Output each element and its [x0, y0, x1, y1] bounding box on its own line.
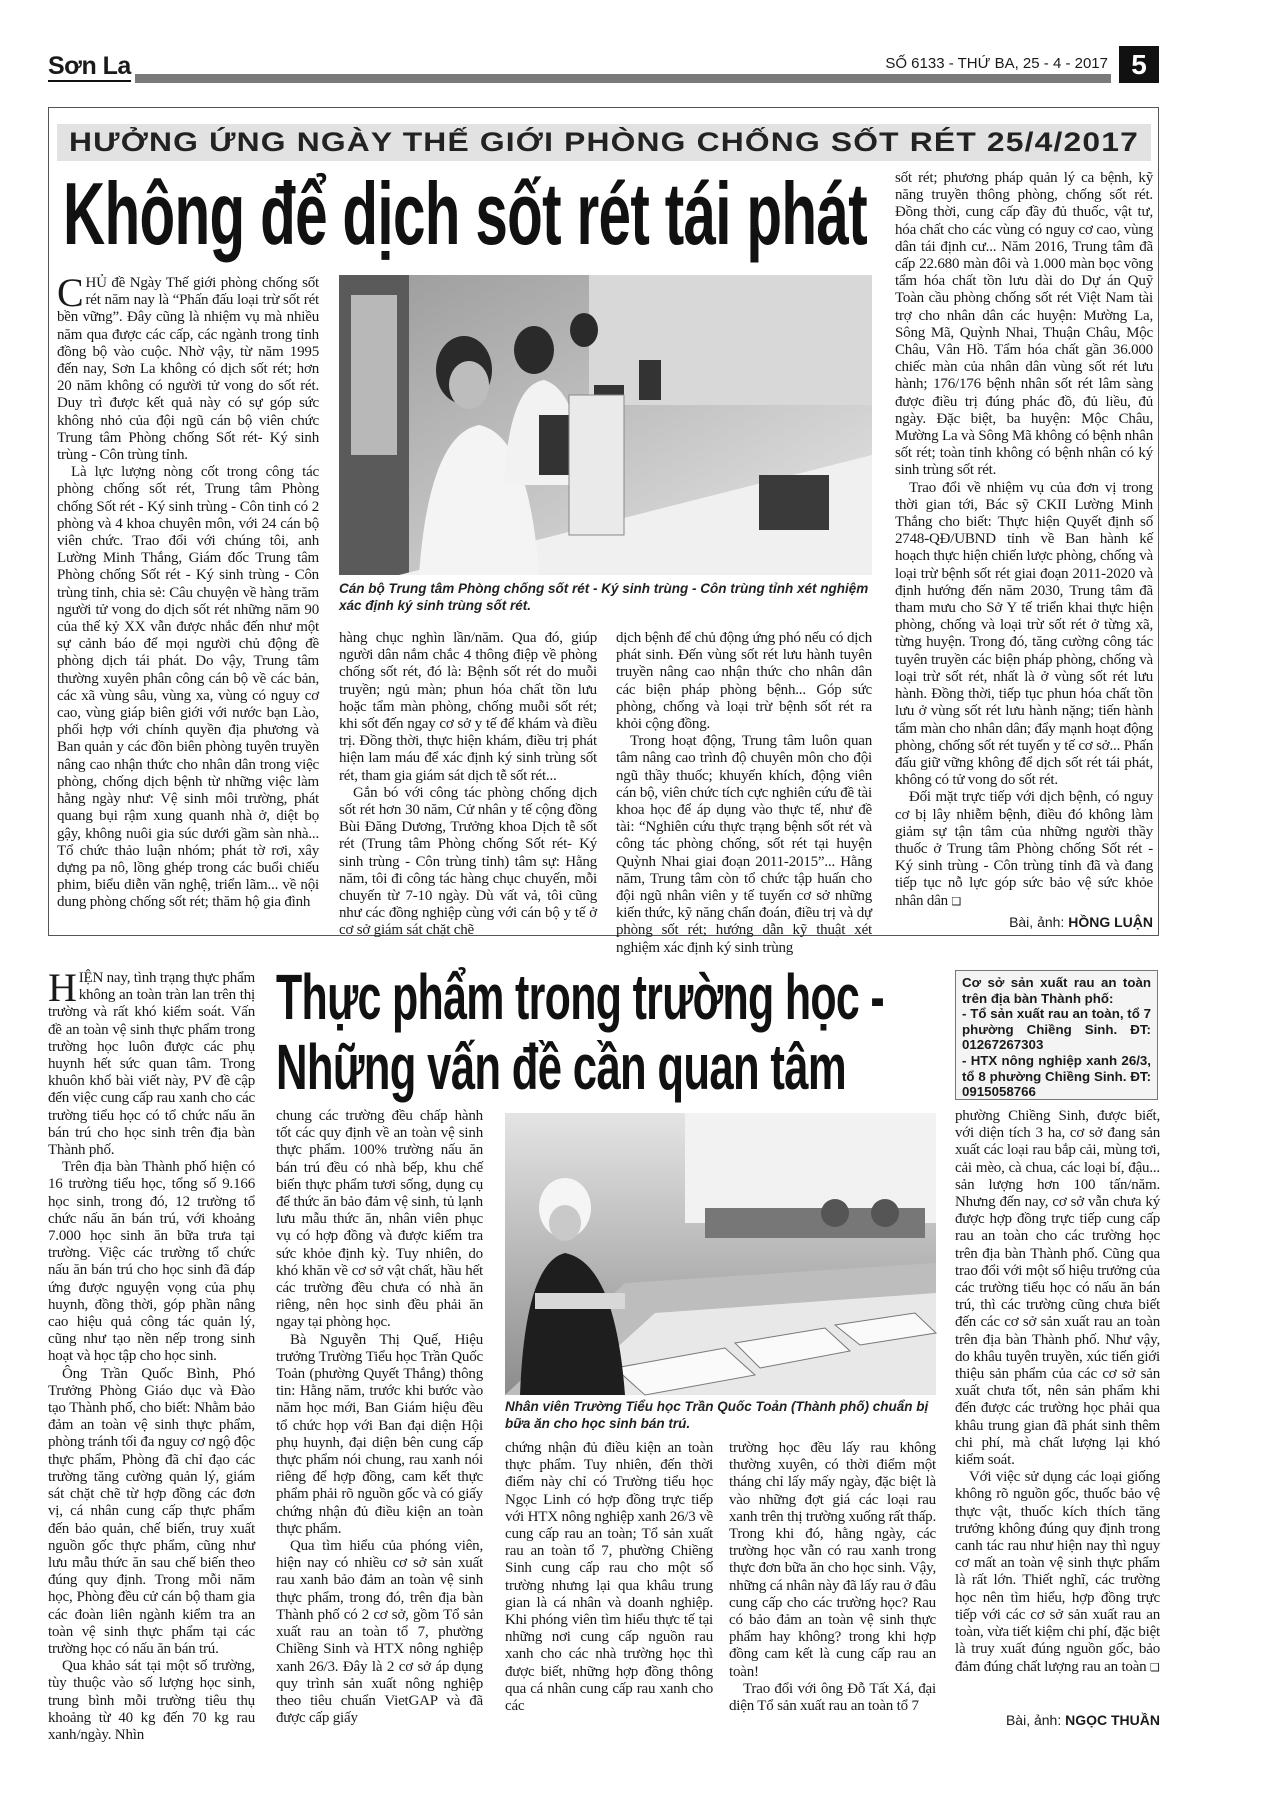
drop-cap: C [57, 270, 84, 315]
page-number: 5 [1119, 46, 1159, 83]
paragraph: chứng nhận đủ điều kiện an toàn thực phẩm. Tuy nhiên, đến thời điểm này chỉ có Trường tiểu học Ngọc Linh có hợp đồng trực tiếp với HTX nông nghiệp xanh 26/3 về cung cấp rau an toàn; Tổ sản xuất rau an toàn tổ 7, phường Chiềng Sinh cung cấp rau cho một số trường nhưng lại qua khâu trung gian là cá nhân và doanh nghiệp. Khi phóng viên tìm hiểu thực tế tại những nơi cung cấp nguồn rau xanh cho các nhà trường học thì được biết, những hợp đồng thông qua cá nhân cung cấp rau xanh cho các [505, 1440, 713, 1715]
byline-prefix: Bài, ảnh: [1009, 914, 1065, 930]
paragraph: HỦ đề Ngày Thế giới phòng chống sốt rét năm nay là “Phấn đấu loại trừ sốt rét bền vững”. Đây cũng là nhiệm vụ mà nhiều năm qua được các cấp, các ngành trong tỉnh đồng bộ vào cuộc. Nhờ vậy, từ năm 1995 đến nay, Sơn La không có dịch sốt rét; hơn 20 năm không có người tử vong do sốt rét. Duy trì được kết quả này có sự góp sức không nhỏ của đội ngũ cán bộ viên chức Trung tâm Phòng chống Sốt rét- Ký sinh trùng - Côn trùng tỉnh. [57, 275, 319, 464]
paragraph: Bà Nguyễn Thị Quế, Hiệu trưởng Trường Tiểu học Trần Quốc Toản (phường Quyết Thắng) thông tin: Hằng năm, trước khi bước vào năm học mới, Ban Giám hiệu đều tổ chức họp với Ban đại diện Hội phụ huynh, đại diện bên cung cấp thực phẩm nói chung, rau xanh nói riêng để hợp đồng, cam kết thực phẩm phải rõ nguồn gốc và có giấy chứng nhận đủ điều kiện an toàn thực phẩm. [276, 1331, 483, 1537]
kitchen-photo [505, 1113, 936, 1395]
article-1-byline [895, 914, 1153, 930]
article-1-column-4 [895, 170, 1153, 915]
article-1-headline [63, 166, 867, 261]
banner-text: HƯỞNG ỨNG NGÀY THẾ GIỚI PHÒNG CHỐNG SỐT RÉT 25/4/2017 [69, 127, 1139, 157]
paragraph: Với việc sử dụng các loại giống không rõ nguồn gốc, thuốc bảo vệ thực vật, thuốc kích thích tăng trưởng không đúng quy định trong canh tác rau như hiện nay thì nguy cơ mất an toàn vệ sinh thực phẩm là rất lớn. Thiết nghĩ, các trường học nên tìm hiểu, hợp đồng trực tiếp với các cơ sở sản xuất rau an toàn, vừa tiết kiệm chi phí, đặc biệt là truy xuất đúng nguồn gốc, bảo đảm đúng chất lượng rau an toàn [955, 1469, 1160, 1675]
article-1-column-1 [57, 270, 319, 933]
paragraph: dịch bệnh để chủ động ứng phó nếu có dịch phát sinh. Đến vùng sốt rét lưu hành tuyên truyền nâng cao nhận thức cho nhân dân các biện pháp phòng bệnh... Góp sức phòng, chống và loại trừ bệnh sốt rét ra khỏi cộng đồng. [616, 630, 872, 733]
byline-author: HỒNG LUẬN [1068, 914, 1153, 930]
header-rule [135, 74, 1111, 83]
paragraph: chung các trường đều chấp hành tốt các quy định về an toàn vệ sinh thực phẩm. 100% trường nấu ăn bán trú đều có nhà bếp, khu chế biến thực phẩm tươi sống, dụng cụ để thức ăn bảo đảm vệ sinh, tủ lạnh lưu mẫu thức ăn, nhân viên phục vụ có hợp đồng và được kiểm tra sức khỏe định kỳ. Tuy nhiên, do khó khăn về cơ sở vật chất, hầu hết các trường đều chưa có nhà ăn riêng, nên học sinh đều phải ăn ngay tại phòng học. [276, 1108, 483, 1331]
kitchen-photo-caption: Nhân viên Trường Tiểu học Trần Quốc Toản (Thành phố) chuẩn bị bữa ăn cho học sinh bán trú. [505, 1399, 929, 1431]
headline-line-1: Thực phẩm trong trường học - [276, 961, 884, 1033]
paragraph: Ông Trần Quốc Bình, Phó Trưởng Phòng Giáo dục và Đào tạo Thành phố, cho biết: Nhằm bảo đảm an toàn vệ sinh thực phẩm, phòng tránh tối đa nguy cơ ngộ độc thực phẩm, Phòng đã chỉ đạo các trường tăng cường quản lý, giám sát chặt chẽ từ hợp đồng các đơn vị, cá nhân cung cấp thực phẩm đến bảo quản, chế biến, truy xuất nguồn gốc thực phẩm, cũng như lưu mẫu thức ăn sau chế biến theo đúng quy định. Trong mỗi năm học, Phòng đều cử cán bộ tham gia các đoàn liên ngành kiểm tra an toàn vệ sinh thực phẩm tại các trường học có nấu ăn bán trú. [48, 1365, 255, 1657]
end-mark-icon: ❑ [1150, 1660, 1160, 1674]
article-1-column-2 [339, 630, 597, 939]
headline-text: Không để dịch sốt rét tái phát [63, 164, 867, 263]
paragraph: Qua tìm hiểu của phóng viên, hiện nay có nhiều cơ sở sản xuất rau xanh bảo đảm an toàn vệ sinh thực phẩm, trong đó, trên địa bàn Thành phố có 2 cơ sở, gồm Tổ sản xuất rau an toàn tổ 7, phường Chiềng Sinh và HTX nông nghiệp xanh 26/3. Đây là 2 cơ sở áp dụng quy trình sản xuất nông nghiệp theo tiêu chuẩn VietGAP và đã được cấp giấy [276, 1538, 483, 1727]
paragraph: IỆN nay, tình trạng thực phẩm không an toàn tràn lan trên thị trường và rất khó kiểm soát. Vấn đề an toàn vệ sinh thực phẩm trong trường học luôn được các phụ huynh hết sức quan tâm. Trong khuôn khổ bài viết này, PV đề cập đến việc cung cấp rau xanh cho các trường tiểu học có tổ chức nấu ăn bán trú cho học sinh trên địa bàn Thành phố. [48, 970, 255, 1159]
paragraph: Trao đổi với ông Đỗ Tất Xá, đại diện Tổ sản xuất rau an toàn tổ 7 [729, 1680, 936, 1715]
paragraph: Trao đổi về nhiệm vụ của đơn vị trong thời gian tới, Bác sỹ CKII Lường Minh Thắng cho biết: Thực hiện Quyết định số 2748-QĐ/UBND tỉnh về Ban hành kế hoạch thực hiện chiến lược phòng, chống và loại trừ bệnh sốt rét giai đoạn 2011-2020 và định hướng đến năm 2030, Trung tâm đã tham mưu cho Sở Y tế triển khai thực hiện phòng, chống và loại trừ sốt rét ở từng xã, từng huyện. Trong đó, tăng cường công tác tuyên truyền các biện pháp phòng, chống và loại trừ sốt rét, nhất là ở vùng sốt rét lưu hành. Đồng thời, tiếp tục phun hóa chất tồn lưu ở vùng sốt rét lưu hành nặng; tiến hành tẩm màn cho nhân dân; đẩy mạnh hoạt động phòng, chống sốt rét tuyến y tế cơ sở... Phấn đấu giữ vững không để dịch sốt rét tái phát, không có tử vong do sốt rét. [895, 479, 1153, 789]
lab-photo-image [339, 275, 872, 575]
byline-author: NGỌC THUẦN [1065, 1712, 1160, 1728]
masthead: Sơn La [48, 52, 131, 80]
article-2-column-3 [505, 1440, 713, 1715]
article-2-column-1 [48, 965, 255, 1743]
article-2-column-2 [276, 1108, 483, 1727]
byline-prefix: Bài, ảnh: [1005, 1712, 1062, 1728]
article-1-banner [57, 124, 1151, 161]
paragraph: Trên địa bàn Thành phố hiện có 16 trường tiểu học, tổng số 9.166 học sinh, trong đó, 12 trường tổ chức nấu ăn bán trú, với khoảng 7.000 học sinh ăn bữa trưa tại trường. Việc các trường tổ chức nấu ăn bán trú cho học sinh đã đáp ứng được nguyện vọng của phụ huynh, đồng thời, góp phần nâng cao hiệu quả công tác quản lý, cũng như tạo nền nếp trong sinh hoạt và học tập cho học sinh. [48, 1159, 255, 1365]
article-2-column-5 [955, 1108, 1160, 1710]
headline-line-2: Những vấn đề cần quan tâm [276, 1031, 846, 1103]
paragraph: hàng chục nghìn lần/năm. Qua đó, giúp người dân nắm chắc 4 thông điệp về phòng chống sốt rét, đó là: Bệnh sốt rét do muỗi truyền; ngủ màn; phun hóa chất tồn lưu hoặc tẩm màn phòng, chống muỗi sốt rét; khi sốt đến ngay cơ sở y tế để khám và điều trị. Đồng thời, thực hiện khám, điều trị phát hiện lam máu để xác định ký sinh trùng sốt rét, tham gia giám sát dịch tễ sốt rét... [339, 630, 597, 784]
lab-photo-caption: Cán bộ Trung tâm Phòng chống sốt rét - Ký sinh trùng - Côn trùng tỉnh xét nghiệm xác định ký sinh trùng sốt rét. [339, 581, 869, 613]
article-2-headline [276, 962, 884, 1102]
lab-photo [339, 275, 872, 575]
paragraph: Trong hoạt động, Trung tâm luôn quan tâm nâng cao trình độ chuyên môn cho đội ngũ thầy thuốc; khuyến khích, động viên cán bộ, viên chức tích cực nghiên cứu đề tài khoa học để áp dụng vào thực tế, như đề tài: “Nghiên cứu thực trạng bệnh sốt rét và công tác phòng chống, sốt rét tại huyện Quỳnh Nhai giai đoạn 2011-2015”... Hằng năm, Trung tâm còn tổ chức tập huấn cho đội ngũ nhân viên y tế tuyến cơ sở những kiến thức, kỹ năng chẩn đoán, điều trị và dự phòng sốt rét; hướng dẫn kỹ thuật xét nghiệm xác định ký sinh trùng [616, 733, 872, 956]
paragraph: sốt rét; phương pháp quản lý ca bệnh, kỹ năng truyền thông phòng, chống sốt rét. Đồng thời, cung cấp đầy đủ thuốc, vật tư, hóa chất cho các vùng có nguy cơ cao, vùng dân tái định cư... Năm 2016, Trung tâm đã cấp 22.680 màn đôi và 1.000 màn bọc võng tẩm hóa chất tồn lưu dài do Dự án Quỹ Toàn cầu phòng chống sốt rét Việt Nam tài trợ cho nhân dân các huyện: Mường La, Sông Mã, Quỳnh Nhai, Thuận Châu, Mộc Châu, Vân Hồ. Tẩm hóa chất gần 36.000 chiếc màn của nhân dân vùng sốt rét lưu hành; 176/176 bệnh nhân sốt rét lâm sàng được điều trị đúng phác đồ, đủ liều, đủ ngày. Đặc biệt, ba huyện: Mộc Châu, Mường La và Sông Mã không có bệnh nhân sốt rét; toàn tỉnh không có bệnh nhân có ký sinh trùng sốt rét. [895, 170, 1153, 479]
paragraph: Đối mặt trực tiếp với dịch bệnh, có nguy cơ bị lây nhiễm bệnh, điều đó không làm giảm sự tận tâm của những người thầy thuốc ở Trung tâm Phòng chống Sốt rét - Ký sinh trùng - Côn trùng tỉnh đã và đang tiếp tục nỗ lực góp sức bảo vệ sức khỏe nhân dân [895, 789, 1153, 909]
sidebar-title: Cơ sở sản xuất rau an toàn trên địa bàn Thành phố: [962, 975, 1151, 1006]
sidebar-item: - Tổ sản xuất rau an toàn, tổ 7 phường Chiềng Sinh. ĐT: 01267267303 [962, 1006, 1151, 1053]
issue-date: SỐ 6133 - THỨ BA, 25 - 4 - 2017 [885, 55, 1108, 72]
sidebar-info-box [955, 970, 1158, 1100]
end-mark-icon: ❑ [951, 894, 962, 908]
paragraph: phường Chiềng Sinh, được biết, với diện tích 3 ha, cơ sở đang sản xuất các loại rau bắp cải, mùng tơi, cải mèo, cà chua, các loại bí, đậu... sản lượng hơn 100 tấn/năm. Nhưng đến nay, cơ sở vẫn chưa ký được hợp đồng trực tiếp cung cấp rau an toàn cho các trường học trên địa bàn Thành phố. Cũng qua trao đổi với một số hiệu trưởng của các trường tiểu học có nấu ăn bán trú, thì các trường cũng chưa biết đến các cơ sở sản xuất rau an toàn trên địa bàn Thành phố. Như vậy, do khâu tuyên truyền, xúc tiến giới thiệu sản phẩm của các cơ sở sản xuất chưa tốt, nên sản phẩm khi đến được các trường học phải qua khâu trung gian đã phát sinh thêm chi phí, mà chất lượng lại khó kiểm soát. [955, 1108, 1160, 1469]
article-2-column-4 [729, 1440, 936, 1715]
kitchen-photo-image [505, 1113, 936, 1395]
paragraph: Qua khảo sát tại một số trường, tùy thuộc vào số lượng học sinh, trung bình mỗi trường tiêu thụ khoảng từ 40 kg đến 70 kg rau xanh/ngày. Nhìn [48, 1658, 255, 1743]
paragraph: trường học đều lấy rau không thường xuyên, có thời điểm một tháng chỉ lấy mấy ngày, đặc biệt là vào những đợt giá các loại rau xanh trên thị trường xuống rất thấp. Trong khi đó, hằng ngày, các trường học vẫn có rau xanh trong thực đơn bữa ăn cho học sinh. Vậy, những cá nhân này đã lấy rau ở đâu cung cấp cho các trường học? Rau có bảo đảm an toàn vệ sinh thực phẩm hay không? trong khi hợp đồng cam kết là cung cấp rau an toàn! [729, 1440, 936, 1680]
sidebar-item: - HTX nông nghiệp xanh 26/3, tổ 8 phường Chiềng Sinh. ĐT: 0915058766 [962, 1052, 1151, 1100]
paragraph: Gắn bó với công tác phòng chống dịch sốt rét hơn 30 năm, Cử nhân y tế cộng đồng Bùi Đăng Dương, Trưởng khoa Dịch tễ sốt rét (Trung tâm Phòng chống Sốt rét- Ký sinh trùng - Côn trùng tỉnh) tâm sự: Hằng năm, tôi đi công tác hàng chục chuyến, mỗi chuyến từ 7-10 ngày. Dù vất vả, tôi cũng như các đồng nghiệp cùng với cán bộ y tế ở cơ sở giám sát chặt chẽ [339, 784, 597, 939]
paragraph: Là lực lượng nòng cốt trong công tác phòng chống sốt rét, Trung tâm Phòng chống Sốt rét - Ký sinh trùng - Côn tinh có 2 phòng và 4 khoa chuyên môn, với 24 cán bộ viên chức. Trao đổi với chúng tôi, anh Lường Minh Thắng, Giám đốc Trung tâm Phòng chống Sốt rét - Ký sinh trùng - Côn trùng tỉnh, chia sẻ: Câu chuyện về hàng trăm người tử vong do dịch sốt rét những năm 90 của thế kỷ XX vẫn được nhắc đến như một sự cảnh báo để mọi người chủ động đề phòng dịch tái phát. Do vậy, Trung tâm thường xuyên phân công cán bộ về các bản, các xã vùng sâu, vùng xa, vùng có nguy cơ cao, vùng giáp biên giới với nước bạn Lào, phối hợp với chính quyền địa phương và Ban quản y các đồn biên phòng tuyên truyền nâng cao nhận thức cho nhân dân trong việc phòng, chống dịch bệnh từ những việc làm hằng ngày như: Vệ sinh môi trường, phát quang bụi rậm xung quanh nhà ở, diệt bọ gậy, không nuôi gia súc dưới gầm sàn nhà... Tổ chức thảo luận nhóm; phát tờ rơi, xây dựng pa nô, lồng ghép trong các buổi chiếu phim, biểu diễn văn nghệ, triển lãm... về nội dung phòng chống sốt rét; thăm hộ gia đình [57, 464, 319, 911]
drop-cap: H [48, 965, 77, 1010]
article-2-byline [955, 1712, 1160, 1728]
article-1-column-3 [616, 630, 872, 956]
